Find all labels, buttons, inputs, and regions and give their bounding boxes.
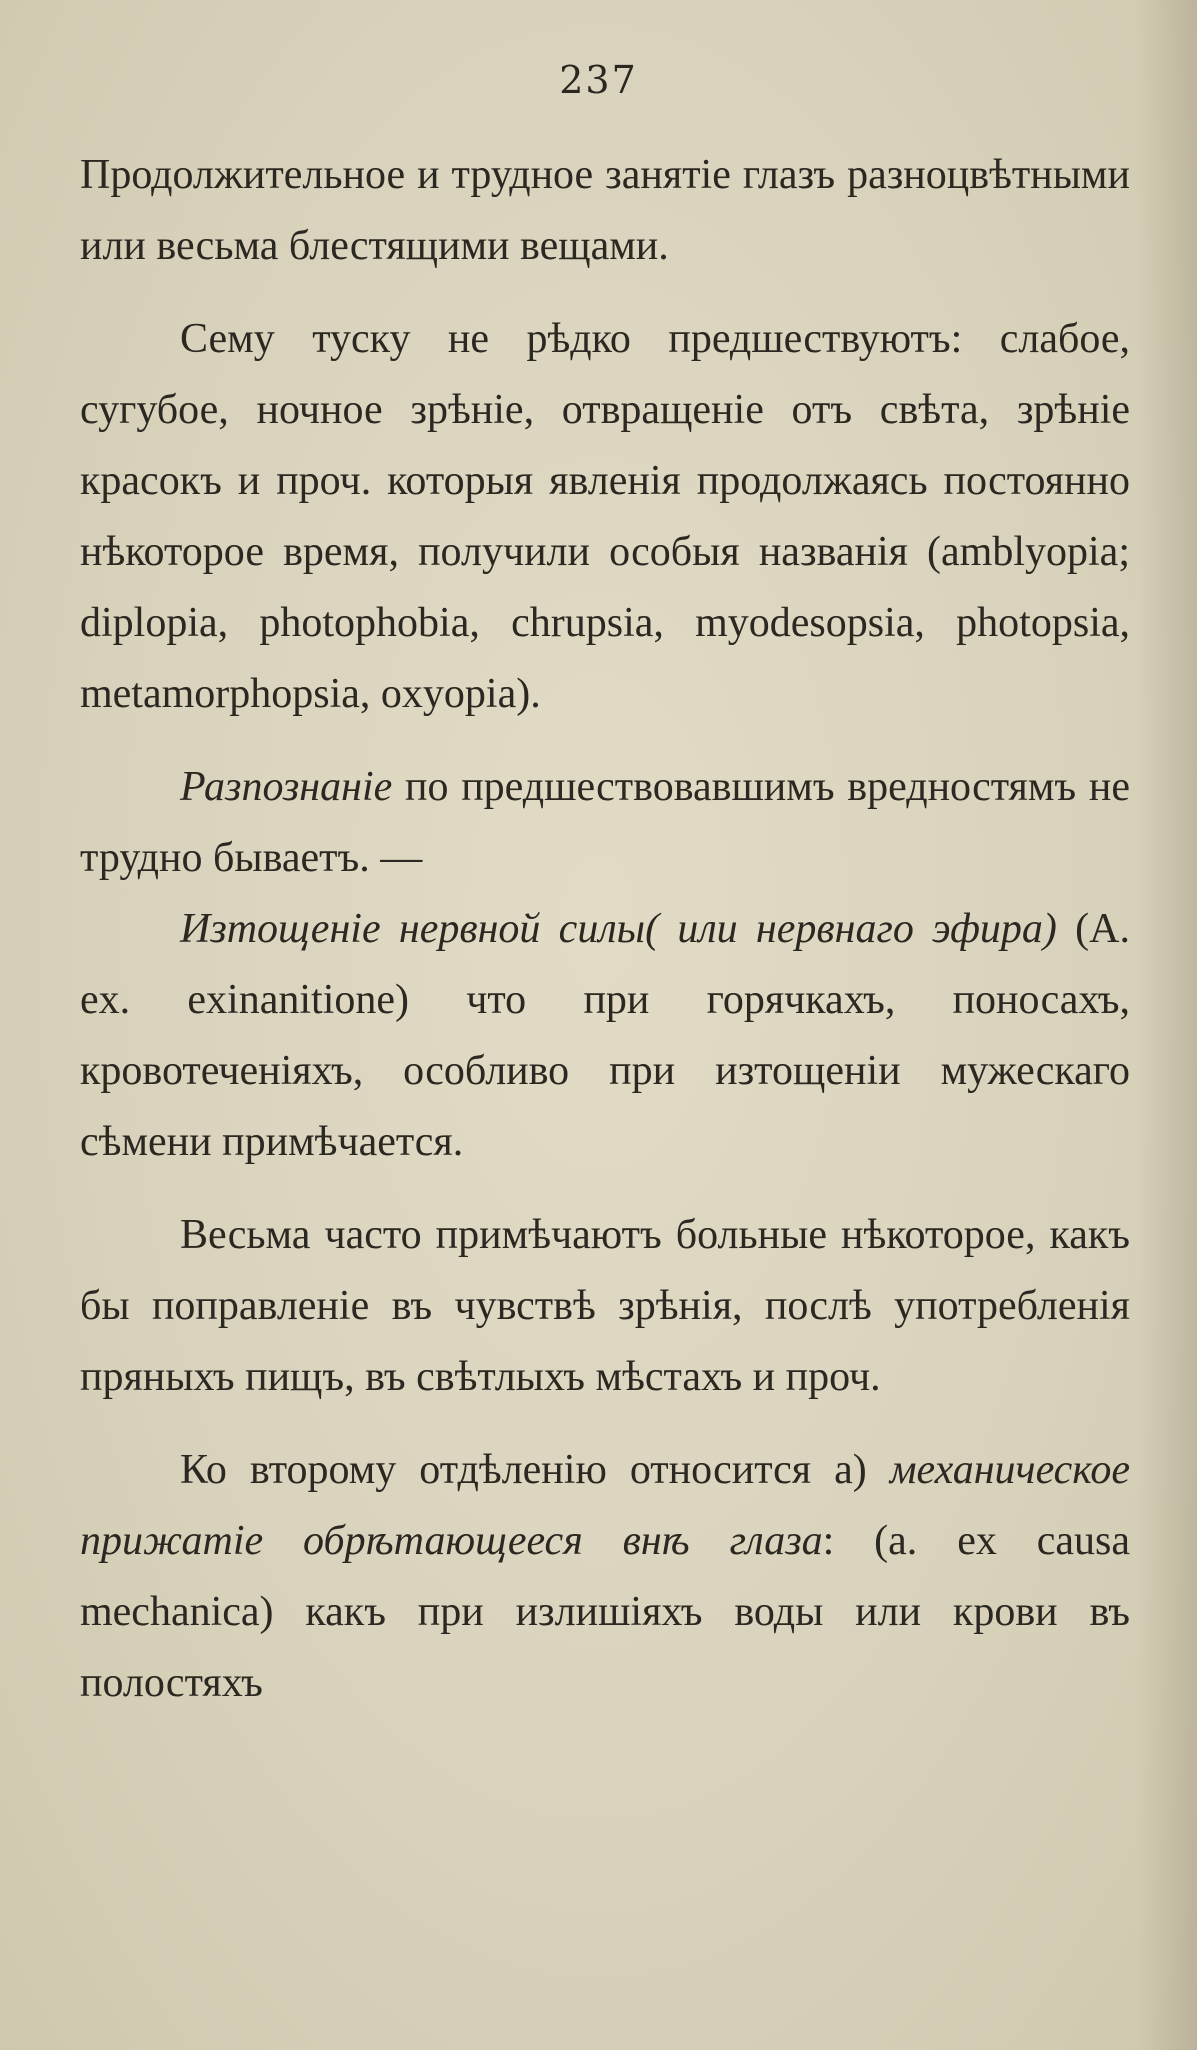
paragraph-1: Продолжительное и трудное занятіе глазъ разноцвѣтными или весьма блестящими вещами. xyxy=(80,152,1130,269)
paragraph-5: Весьма часто примѣчаютъ больные нѣкоторое, какъ бы поправленіе въ чувствѣ зрѣнія, послѣ употребленія пряныхъ пищъ, въ свѣтлыхъ мѣстахъ и проч. xyxy=(80,1212,1130,1400)
paragraph-6 xyxy=(80,1435,1130,1719)
italic-term-compression: механическое прижатіе обрѣтающееся внѣ глаза xyxy=(80,1447,1130,1564)
page-number: 237 xyxy=(559,58,638,102)
paragraph-6-text: : (а. ex causa mechanica) какъ при излишіяхъ воды или крови въ полостяхъ xyxy=(80,1518,1130,1706)
paragraph-2: Сему туску не рѣдко предшествуютъ: слабое, сугубое, ночное зрѣніе, отвращеніе отъ свѣта, зрѣніе красокъ и проч. которыя явленія продолжаясь постоянно нѣкоторое время, получили особыя названія (amblyopia; diplopia, photophobia, chrupsia, myodesopsia, photopsia, metamorphopsia, oxyopia). xyxy=(80,316,1130,717)
paragraph-6-start: Ко второму отдѣленію относится а) xyxy=(180,1447,890,1493)
body-text xyxy=(80,140,1130,1719)
italic-term-diagnosis: Разпознаніе xyxy=(180,764,393,810)
paragraph-3 xyxy=(80,752,1130,894)
page-edge-shadow xyxy=(1137,0,1197,2050)
paragraph-4 xyxy=(80,894,1130,1178)
italic-term-exhaustion: Изтощеніе нервной силы( или нервнаго эфира) xyxy=(180,906,1057,952)
paragraph-3-text: по предшествовавшимъ вредностямъ не трудно бываетъ. — xyxy=(80,764,1130,881)
paragraph-4-text: (А. ex. exinanitione) что при горячкахъ, поносахъ, кровотеченіяхъ, особливо при изтощеніи мужескаго сѣмени примѣчается. xyxy=(80,906,1130,1165)
